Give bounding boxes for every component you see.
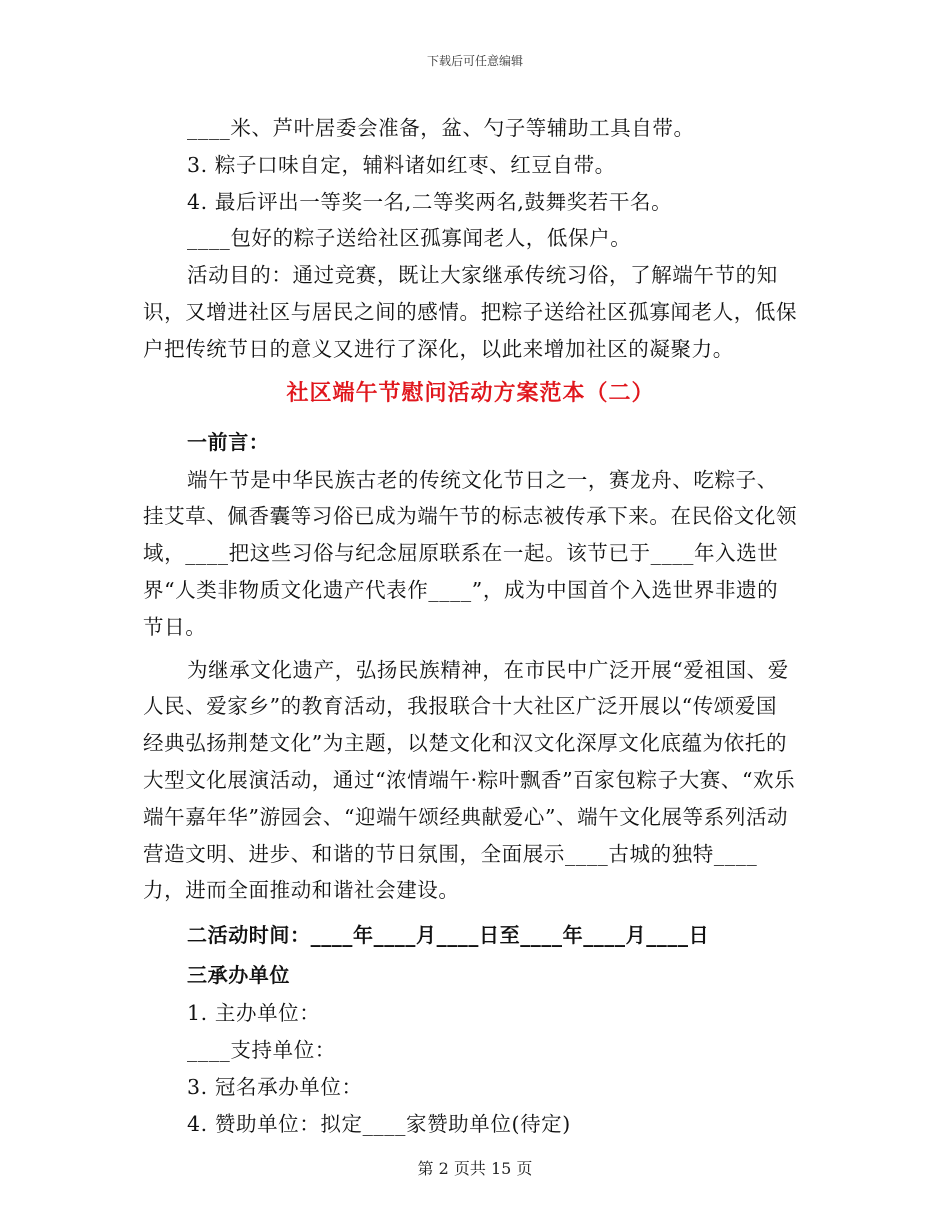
preface-paragraph: 端午节是中华民族古老的传统文化节日之一，赛龙舟、吃粽子、挂艾草、佩香囊等习俗已成为端午节的标志被传承下来。在民俗文化领域，____把这些习俗与纪念屈原联系在一起。该节已于____年入选世界“人类非物质文化遗产代表作____”，成为中国首个入选世界非遗的节日。 [143, 467, 798, 639]
document-body [143, 110, 798, 1142]
purpose-paragraph: 活动目的：通过竞赛，既让大家继承传统习俗，了解端午节的知识，又增进社区与居民之间的感情。把粽子送给社区孤寡闻老人，低保户把传统节日的意义又进行了深化，以此来增加社区的凝聚力。 [143, 263, 798, 361]
list-item: 4. 最后评出一等奖一名,二等奖两名,鼓舞奖若干名。 [187, 189, 673, 214]
page-footer: 第 2 页共 15 页 [417, 1159, 533, 1178]
preface-paragraph: 为继承文化遗产，弘扬民族精神，在市民中广泛开展“爱祖国、爱人民、爱家乡”的教育活动，我报联合十大社区广泛开展以“传颂爱国经典弘扬荆楚文化”为主题，以楚文化和汉文化深厚文化底蕴为依托的大型文化展演活动，通过“浓情端午·粽叶飘香”百家包粽子大赛、“欢乐端午嘉年华”游园会、“迎端午颂经典献爱心”、端午文化展等系列活动营造文明、进步、和谐的节日氛围，全面展示____古城的独特____力，进而全面推动和谐社会建设。 [143, 657, 796, 903]
list-item: 3. 粽子口味自定，辅料诸如红枣、红豆自带。 [187, 152, 616, 177]
time-heading: 二活动时间：____年____月____日至____年____月____日 [187, 923, 710, 948]
paragraph-line: ____米、芦叶居委会准备，盆、勺子等辅助工具自带。 [187, 116, 695, 140]
list-item: 3. 冠名承办单位： [187, 1074, 363, 1099]
page-header: 下载后可任意编辑 [426, 54, 523, 68]
organizer-heading: 三承办单位 [187, 963, 290, 988]
preface-heading: 一前言： [187, 429, 270, 454]
section-title: 社区端午节慰问活动方案范本（二） [286, 380, 655, 406]
list-item: ____支持单位： [187, 1037, 336, 1062]
paragraph-line: ____包好的粽子送给社区孤寡闻老人，低保户。 [187, 226, 632, 251]
list-item: 1. 主办单位： [187, 1001, 321, 1026]
list-item: 4. 赞助单位：拟定____家赞助单位(待定) [187, 1111, 571, 1136]
